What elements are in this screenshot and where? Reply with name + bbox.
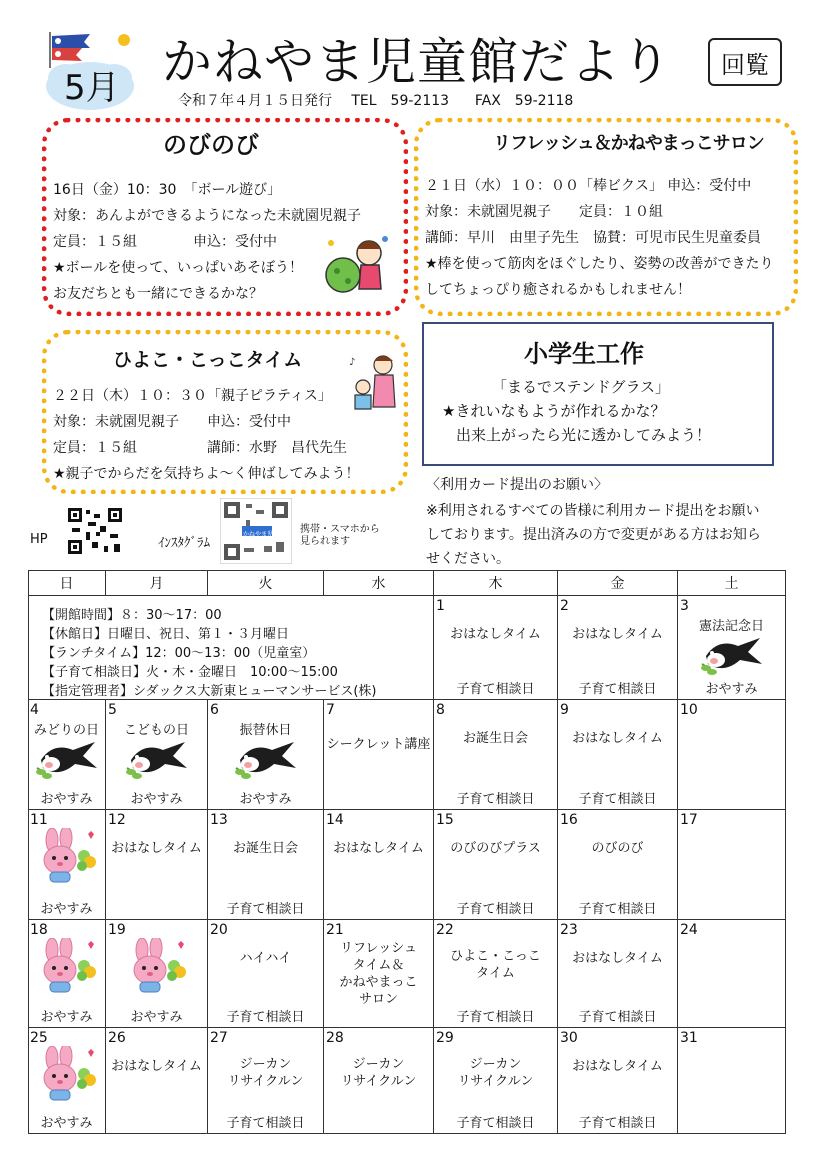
- hiyoko-line: ２２日（木）１０：３０「親子ピラティス」: [53, 388, 332, 404]
- closed-label: おやすみ: [705, 682, 758, 697]
- info-line: 【子育て相談日】火・木・金曜日 10:00～15:00: [42, 665, 338, 680]
- consultation-day-label: 子育て相談日: [578, 682, 657, 697]
- calendar-day-cell[interactable]: [678, 810, 786, 920]
- day-number: 23: [560, 922, 578, 938]
- calendar-day-cell[interactable]: [678, 700, 786, 810]
- event-label: おはなしタイム: [111, 841, 202, 856]
- closed-label: おやすみ: [130, 792, 183, 807]
- event-label: ジーカン: [239, 1057, 292, 1072]
- qr-center-label: かねやま児童館: [243, 531, 286, 538]
- swallow-icon: [35, 738, 99, 786]
- refresh-line: ★棒を使って筋肉をほぐしたり、姿勢の改善ができたり: [425, 256, 774, 272]
- calendar-day-cell[interactable]: [434, 920, 558, 1028]
- holiday-name: こどもの日: [123, 723, 189, 738]
- day-number: 12: [108, 812, 126, 828]
- month-badge: [44, 28, 136, 112]
- calendar-day-cell[interactable]: [106, 810, 208, 920]
- swallow-icon: [125, 738, 189, 786]
- card-notice-line: ※利用されるすべての皆様に利用カード提出をお願い: [426, 503, 760, 519]
- event-label: リフレッシュ: [339, 941, 418, 956]
- nobinobi-line: 定員：１５組 申込：受付中: [53, 234, 277, 250]
- calendar-day-cell[interactable]: [208, 920, 324, 1028]
- consultation-day-label: 子育て相談日: [226, 1116, 305, 1131]
- calendar-day-cell[interactable]: [678, 1028, 786, 1134]
- weekday-header: 土: [678, 570, 786, 596]
- event-label: おはなしタイム: [572, 627, 663, 642]
- day-number: 18: [30, 922, 48, 938]
- consultation-day-label: 子育て相談日: [226, 1010, 305, 1025]
- rabbit-icon: [126, 938, 188, 998]
- craft-box: [422, 322, 774, 466]
- event-label: シークレット講座: [326, 737, 431, 752]
- calendar-day-cell[interactable]: [106, 920, 208, 1028]
- calendar-day-cell[interactable]: [208, 700, 324, 810]
- info-line: 【指定管理者】シダックス大新東ヒューマンサービス(株): [42, 684, 377, 699]
- newsletter-title: かねやま児童館だより: [162, 33, 672, 91]
- weekday-header: 水: [324, 570, 434, 596]
- refresh-line: 講師：早川 由里子先生 協賛：可児市民生児童委員: [425, 230, 761, 246]
- day-number: 30: [560, 1030, 578, 1046]
- day-number: 25: [30, 1030, 48, 1046]
- card-notice-line: せください。: [426, 551, 510, 567]
- event-label: おはなしタイム: [572, 731, 663, 746]
- calendar-day-cell[interactable]: [558, 810, 678, 920]
- nobinobi-line: 16日（金）10：30 「ボール遊び」: [53, 182, 282, 198]
- kairan-stamp: 回覧: [708, 38, 782, 86]
- craft-line: ★きれいなもようが作れるかな？: [442, 402, 666, 420]
- swallow-icon: [700, 634, 764, 682]
- holiday-name: 振替休日: [239, 723, 292, 738]
- day-number: 14: [326, 812, 344, 828]
- day-number: 22: [436, 922, 454, 938]
- event-label: ひよこ・こっこ: [450, 949, 541, 964]
- parent-child-exercise-icon: [345, 351, 405, 415]
- day-number: 24: [680, 922, 698, 938]
- svg-text:♪: ♪: [349, 357, 356, 368]
- event-label: リサイクルン: [227, 1074, 304, 1089]
- info-line: 【開館時間】８：30～17：00: [42, 608, 222, 623]
- event-label: ハイハイ: [239, 951, 292, 966]
- refresh-line: してちょっぴり癒されるかもしれません！: [425, 282, 691, 298]
- day-number: 3: [680, 598, 689, 614]
- consultation-day-label: 子育て相談日: [578, 902, 657, 917]
- calendar-day-cell[interactable]: [106, 1028, 208, 1134]
- nobinobi-box: [42, 118, 408, 316]
- hp-label: HP: [30, 532, 48, 547]
- day-number: 29: [436, 1030, 454, 1046]
- event-label: おはなしタイム: [111, 1059, 202, 1074]
- calendar-day-cell[interactable]: [678, 596, 786, 700]
- calendar-day-cell[interactable]: [28, 920, 106, 1028]
- rabbit-icon: [36, 1046, 98, 1106]
- fax-number: FAX 59-2118: [474, 93, 574, 109]
- event-label: おはなしタイム: [572, 1059, 663, 1074]
- calendar-day-cell[interactable]: [324, 700, 434, 810]
- hp-qr-code-icon[interactable]: [66, 506, 124, 556]
- nobinobi-title: のびのび: [163, 131, 259, 159]
- refresh-salon-box: [414, 118, 798, 316]
- hiyoko-line: ★親子でからだを気持ちよ～く伸ばしてみよう！: [53, 466, 360, 482]
- calendar-day-cell[interactable]: [208, 810, 324, 920]
- day-number: 26: [108, 1030, 126, 1046]
- day-number: 7: [326, 702, 335, 718]
- day-number: 20: [210, 922, 228, 938]
- day-number: 8: [436, 702, 445, 718]
- swallow-icon: [234, 738, 298, 786]
- hiyoko-line: 定員：１５組 講師：水野 昌代先生: [53, 440, 347, 456]
- issue-info: [178, 90, 573, 110]
- event-label: リサイクルン: [457, 1074, 534, 1089]
- event-label: タイム: [476, 966, 515, 981]
- consultation-day-label: 子育て相談日: [578, 792, 657, 807]
- consultation-day-label: 子育て相談日: [578, 1116, 657, 1131]
- hours-info-cell: [28, 596, 434, 700]
- event-label: かねやまっこ: [339, 975, 418, 990]
- calendar-day-cell[interactable]: [434, 700, 558, 810]
- event-label: おはなしタイム: [572, 951, 663, 966]
- hiyoko-title: ひよこ・こっこタイム: [113, 349, 303, 371]
- closed-label: おやすみ: [40, 1116, 93, 1131]
- consultation-day-label: 子育て相談日: [456, 1010, 535, 1025]
- calendar-day-cell[interactable]: [434, 810, 558, 920]
- calendar-day-cell[interactable]: [558, 700, 678, 810]
- holiday-name: 憲法記念日: [698, 619, 764, 634]
- weekday-header: 木: [434, 570, 558, 596]
- day-number: 27: [210, 1030, 228, 1046]
- consultation-day-label: 子育て相談日: [456, 682, 535, 697]
- rabbit-icon: [36, 828, 98, 888]
- day-number: 19: [108, 922, 126, 938]
- refresh-line: 対象：未就園児親子 定員：１０組: [425, 204, 663, 220]
- card-notice-heading: 〈利用カード提出のお願い〉: [426, 477, 608, 493]
- rabbit-icon: [36, 938, 98, 998]
- event-label: サロン: [358, 992, 398, 1007]
- instagram-label: ｲﾝｽﾀｸﾞﾗﾑ: [158, 536, 210, 551]
- weekday-header: 火: [208, 570, 324, 596]
- calendar-day-cell[interactable]: [28, 810, 106, 920]
- calendar-day-cell[interactable]: [106, 700, 208, 810]
- calendar-day-cell[interactable]: [324, 810, 434, 920]
- day-number: 13: [210, 812, 228, 828]
- day-number: 31: [680, 1030, 698, 1046]
- closed-label: おやすみ: [40, 1010, 93, 1025]
- consultation-day-label: 子育て相談日: [456, 792, 535, 807]
- nobinobi-line: ★ボールを使って、いっぱいあそぼう！: [53, 260, 303, 276]
- closed-label: おやすみ: [239, 792, 292, 807]
- event-label: ジーカン: [469, 1057, 522, 1072]
- day-number: 28: [326, 1030, 344, 1046]
- craft-title: 小学生工作: [524, 340, 644, 368]
- nobinobi-line: 対象：あんよができるようになった未就園児親子: [53, 208, 361, 224]
- craft-line: 「まるでステンドグラス」: [492, 378, 671, 396]
- day-number: 10: [680, 702, 698, 718]
- card-notice-line: しております。提出済みの方で変更がある方はお知ら: [426, 527, 761, 543]
- consultation-day-label: 子育て相談日: [456, 1116, 535, 1131]
- craft-line: 出来上がったら光に透かしてみよう！: [456, 426, 712, 444]
- calendar-day-cell[interactable]: [558, 920, 678, 1028]
- event-label: タイム＆: [352, 958, 405, 973]
- closed-label: おやすみ: [130, 1010, 183, 1025]
- calendar-day-cell[interactable]: [558, 1028, 678, 1134]
- issue-date: 令和７年４月１５日発行: [178, 93, 332, 109]
- day-number: 6: [210, 702, 219, 718]
- calendar-day-cell[interactable]: [434, 596, 558, 700]
- event-label: のびのびプラス: [450, 841, 541, 856]
- consultation-day-label: 子育て相談日: [226, 902, 305, 917]
- calendar-day-cell[interactable]: [28, 700, 106, 810]
- consultation-day-label: 子育て相談日: [456, 902, 535, 917]
- calendar-day-cell[interactable]: [434, 1028, 558, 1134]
- event-label: のびのび: [591, 841, 644, 856]
- info-line: 【ランチタイム】12：00～13：00（児童室）: [42, 646, 316, 661]
- refresh-line: ２１日（水）１０：００「棒ビクス」 申込：受付中: [425, 178, 752, 194]
- tel-number: TEL 59-2113: [351, 93, 450, 109]
- day-number: 16: [560, 812, 578, 828]
- weekday-header: 金: [558, 570, 678, 596]
- calendar-day-cell[interactable]: [208, 1028, 324, 1134]
- calendar: [28, 570, 786, 1134]
- event-label: おはなしタイム: [450, 627, 541, 642]
- weekday-header: 日: [28, 570, 106, 596]
- hiyoko-line: 対象：未就園児親子 申込：受付中: [53, 414, 291, 430]
- day-number: 11: [30, 812, 48, 828]
- day-number: 2: [560, 598, 569, 614]
- child-with-ball-icon: [323, 231, 393, 301]
- consultation-day-label: 子育て相談日: [578, 1010, 657, 1025]
- month-label: 5月: [64, 68, 120, 108]
- calendar-day-cell[interactable]: [324, 920, 434, 1028]
- day-number: 15: [436, 812, 454, 828]
- nobinobi-line: お友だちとも一緒にできるかな？: [53, 286, 263, 302]
- day-number: 9: [560, 702, 569, 718]
- day-number: 21: [326, 922, 344, 938]
- closed-label: おやすみ: [40, 792, 93, 807]
- event-label: おはなしタイム: [333, 841, 424, 856]
- mobile-note: 見られます: [300, 536, 350, 547]
- day-number: 17: [680, 812, 698, 828]
- refresh-title: リフレッシュ＆かねやまっこサロン: [493, 133, 764, 154]
- event-label: ジーカン: [352, 1057, 405, 1072]
- mobile-note: 携帯・スマホから: [300, 524, 380, 535]
- calendar-day-cell[interactable]: [678, 920, 786, 1028]
- weekday-header: 月: [106, 570, 208, 596]
- event-label: お誕生日会: [462, 731, 528, 746]
- calendar-day-cell[interactable]: [558, 596, 678, 700]
- day-number: 5: [108, 702, 117, 718]
- day-number: 4: [30, 702, 39, 718]
- day-number: 1: [436, 598, 445, 614]
- calendar-day-cell[interactable]: [28, 1028, 106, 1134]
- hiyoko-kokko-box: [42, 330, 408, 494]
- closed-label: おやすみ: [40, 902, 93, 917]
- holiday-name: みどりの日: [33, 723, 99, 738]
- event-label: お誕生日会: [232, 841, 298, 856]
- info-line: 【休館日】日曜日、祝日、第１・３月曜日: [42, 627, 290, 642]
- event-label: リサイクルン: [340, 1074, 417, 1089]
- calendar-day-cell[interactable]: [324, 1028, 434, 1134]
